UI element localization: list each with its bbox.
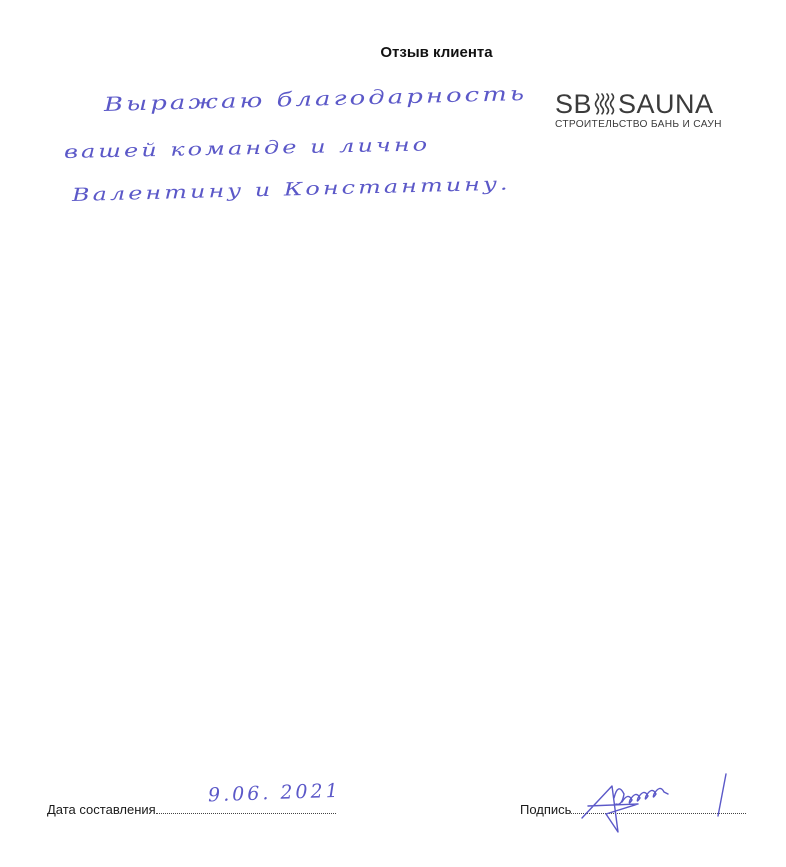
handwritten-line-1: Выражаю благодарность (103, 82, 528, 117)
logo-wordmark (555, 86, 714, 122)
date-label: Дата составления (47, 802, 156, 817)
handwritten-line-2: вашей команде и лично (63, 133, 431, 163)
heat-waves-icon (594, 91, 616, 117)
document-title: Отзыв клиента (380, 44, 493, 61)
company-logo (555, 86, 755, 136)
handwritten-signature (578, 766, 748, 836)
date-field (47, 801, 336, 817)
logo-tagline: СТРОИТЕЛЬСТВО БАНЬ И САУН (555, 119, 722, 130)
handwritten-date: 9.06. 2021 (207, 779, 342, 807)
handwritten-line-3: Валентину и Константину. (71, 173, 511, 206)
logo-text-right: SAUNA (618, 88, 714, 119)
logo-text-left: SB (555, 88, 593, 119)
signature-label: Подпись (520, 802, 572, 817)
